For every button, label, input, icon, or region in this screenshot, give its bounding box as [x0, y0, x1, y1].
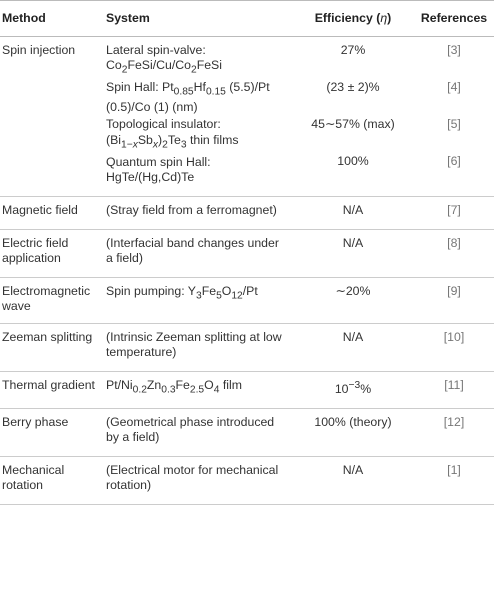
table-row [0, 229, 494, 277]
reference-cell [414, 196, 494, 229]
efficiency-text: (23 ± 2)% [326, 79, 380, 94]
reference-link[interactable]: [8] [447, 235, 461, 250]
eta-symbol: η [380, 11, 388, 25]
table-row [0, 196, 494, 229]
header-efficiency: Efficiency (η) [292, 1, 414, 37]
system-cell [106, 371, 292, 408]
table-row [0, 36, 494, 196]
system-cell [106, 36, 292, 196]
efficiency-text: 100% (theory) [314, 414, 392, 429]
system-text: $Pt/Ni_{0.2}Zn_{0.3}Fe_{2.5}O_4$ film [106, 377, 242, 396]
reference-cell [414, 456, 494, 504]
system-cell [106, 408, 292, 456]
reference-link[interactable]: [3] [447, 42, 461, 57]
method-cell: Zeeman splitting [0, 323, 106, 371]
table-body [0, 36, 494, 504]
system-text: (Interfacial band changes under a field) [106, 235, 279, 266]
efficiency-text: 45∼57% (max) [311, 116, 395, 131]
reference-cell [414, 323, 494, 371]
system-text: (Stray field from a ferromagnet) [106, 202, 277, 217]
method-cell: Mechanical rotation [0, 456, 106, 504]
table-row [0, 323, 494, 371]
reference-link[interactable]: [10] [443, 329, 465, 344]
efficiency-cell [292, 196, 414, 229]
efficiency-text: $10^{-3}\%$ [334, 379, 372, 396]
efficiency-cell [292, 456, 414, 504]
system-cell [106, 323, 292, 371]
system-cell [106, 229, 292, 277]
reference-link[interactable]: [1] [447, 462, 461, 477]
method-cell: Electric field application [0, 229, 106, 277]
reference-cell [414, 408, 494, 456]
efficiency-text: 100% [337, 153, 369, 168]
system-text: (Intrinsic Zeeman splitting at low temperature) [106, 329, 282, 360]
reference-link[interactable]: [12] [443, 414, 465, 429]
efficiency-text: N/A [342, 462, 364, 477]
reference-cell [414, 277, 494, 323]
system-text: Lateral spin-valve: $Co_2FeSi/Cu/Co_2FeSi$ [106, 42, 222, 76]
reference-cell [414, 229, 494, 277]
system-text: (Electrical motor for mechanical rotation) [106, 462, 279, 493]
header-system: System [106, 1, 292, 37]
system-text: Spin pumping: $Y_3Fe_5O_{12}/Pt$ [106, 283, 258, 302]
efficiency-cell [292, 323, 414, 371]
efficiency-cell [292, 277, 414, 323]
efficiency-text: ∼20% [335, 283, 371, 298]
efficiency-cell [292, 229, 414, 277]
header-row [0, 1, 494, 37]
reference-link[interactable]: [9] [447, 283, 461, 298]
efficiency-cell [292, 36, 414, 196]
reference-link[interactable]: [7] [447, 202, 461, 217]
system-text: Topological insulator: $(Bi_{1-x}Sb_x)_2Te_3$ thin films [106, 117, 239, 151]
table-row [0, 371, 494, 408]
reference-cell [414, 371, 494, 408]
method-cell: Electromagnetic wave [0, 277, 106, 323]
efficiency-text: N/A [342, 202, 364, 217]
efficiency-text: N/A [342, 235, 364, 250]
table-row [0, 456, 494, 504]
method-cell: Thermal gradient [0, 371, 106, 408]
system-cell [106, 456, 292, 504]
efficiency-cell [292, 408, 414, 456]
reference-link[interactable]: [11] [444, 377, 464, 392]
system-text: (Geometrical phase introduced by a field) [106, 414, 275, 445]
system-text: Spin Hall: $Pt_{0.85}Hf_{0.15}$ (5.5)/Pt (0.5)/Co (1) (nm) [106, 79, 270, 114]
efficiency-text: N/A [342, 329, 364, 344]
reference-link[interactable]: [5] [447, 116, 461, 131]
table-row [0, 277, 494, 323]
header-references: References [414, 1, 494, 37]
efficiency-cell [292, 371, 414, 408]
system-text: Quantum spin Hall: HgTe/(Hg,Cd)Te [106, 154, 211, 185]
method-cell: Spin injection [0, 36, 106, 196]
system-cell [106, 277, 292, 323]
table-row [0, 408, 494, 456]
method-cell: Berry phase [0, 408, 106, 456]
method-cell: Magnetic field [0, 196, 106, 229]
efficiency-text: 27% [340, 42, 366, 57]
header-method: Method [0, 1, 106, 37]
system-cell [106, 196, 292, 229]
reference-cell [414, 36, 494, 196]
reference-link[interactable]: [4] [447, 79, 461, 94]
reference-link[interactable]: [6] [447, 153, 461, 168]
